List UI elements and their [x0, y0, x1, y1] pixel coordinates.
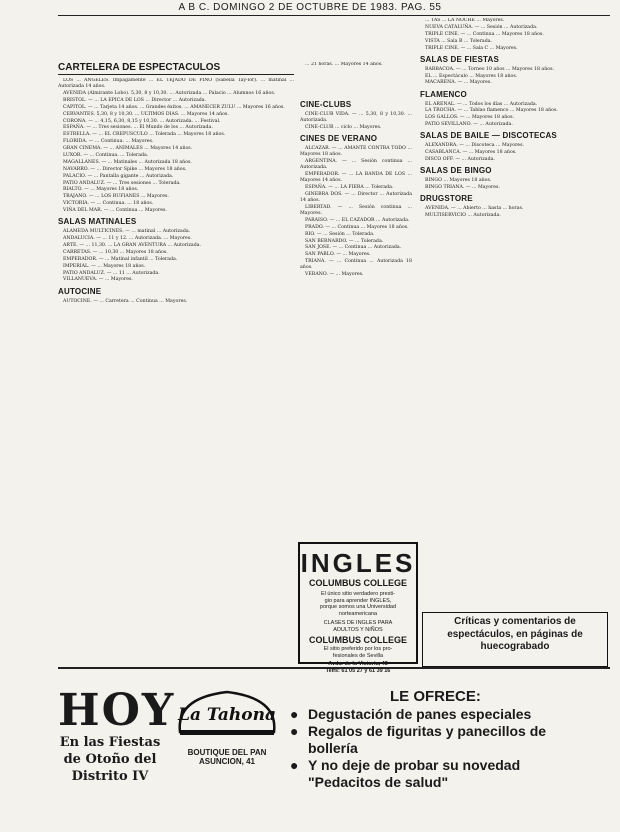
verano-listings	[300, 146, 412, 278]
listing-entry: ... TAS ... LA NOCHE ... Mayores.	[425, 18, 505, 23]
listing-entry: PATIO ANDALUZ. — ... Tres sesiones ... Tolerada.	[63, 180, 181, 186]
ad-college-2: COLUMBUS COLLEGE	[309, 635, 407, 645]
logo-base	[180, 730, 274, 735]
listing-entry: IMPERIAL. — ... Mayores 18 años.	[63, 263, 146, 269]
section-flamenco: FLAMENCO	[420, 89, 467, 99]
flamenco-listings	[420, 102, 610, 129]
listing-entry: VISTA ... Sala B ... Tolerada.	[425, 38, 493, 44]
bullet-1	[290, 706, 610, 723]
listing-entry: TRIPLE CINE. — ... Continua ... Mayores 18 años.	[425, 31, 544, 37]
listing-entry: BINGO ... Mayores 18 años.	[425, 178, 492, 184]
listing-entry: AVENIDA (Almirante Lobo). 5,30, 8 y 10,30. ... Autorizada ... Palacio ... Alumnos 16 años.	[63, 90, 276, 96]
listing-entry: GRAN CINEMA. — ... ANIMALES ... Mayores 14 años.	[63, 146, 193, 152]
listing-entry: PALACIO. — ... Pantalla gigante ... Autorizada.	[63, 173, 174, 179]
listing-entry: RIO. — ... Sesión ... Tolerada.	[305, 231, 375, 237]
listing-entry: ARTE. — ... 11,30. ... LA GRAN AVENTURA ... Autorizada.	[63, 243, 201, 248]
listing-entry: VILLANUEVA. — ... Mayores.	[63, 277, 133, 283]
bullet-icon: ●	[290, 757, 299, 773]
ad-classes-2: ADULTOS Y NIÑOS	[333, 626, 383, 633]
autocine-listings	[58, 299, 294, 305]
listing-entry: TRAJANO. — ... LOS RUFIANES ... Mayores.	[63, 194, 169, 200]
listing-entry: CORONA. — ... 4,15, 6,30, 8,15 y 10,30. ... Autorizada. ... Festival.	[63, 118, 221, 124]
listing-entry: CASABLANCA. — ... Mayores 18 años.	[425, 150, 517, 156]
hoy-sub-2: de Otoño del	[63, 752, 157, 767]
column-1	[58, 78, 294, 650]
page-header: A B C. DOMINGO 2 DE OCTUBRE DE 1983. PAG. 55	[178, 2, 442, 13]
criticas-box	[422, 612, 608, 667]
bullet-icon: ●	[290, 706, 299, 722]
cineclubs-listings	[300, 112, 412, 131]
listing-entry: ALEXANDRA. — ... Discoteca ... Mayores.	[425, 143, 524, 149]
logo-caption	[172, 748, 282, 766]
listing-entry: LUXOR. — ... Continua. ... Tolerada.	[63, 153, 149, 158]
listing-entry: CAPITOL. — ... Tarjeta 14 años. ... Grandes éxitos. ... AMANECER ZULU ... Mayores 16 años.	[63, 104, 285, 110]
bullet-2-text-b: bollería	[308, 740, 358, 756]
listing-entry: VICTORIA. — ... Continua. ... 18 años.	[63, 201, 154, 207]
ad-line-3: porque somos una Universidad	[319, 604, 397, 610]
listing-entry: TRIANA. — ... Continua ... Autorizada 18 años.	[300, 259, 412, 271]
bullet-icon: ●	[290, 723, 299, 739]
ad-line-2: gio para aprender INGLES,	[324, 597, 392, 604]
listing-entry: SAN BERNARDO. — ... Tolerada.	[305, 238, 384, 244]
logo-text: La Tahona	[178, 705, 276, 725]
criticas-line-3: huecograbado	[480, 641, 550, 652]
ad-line-4: norteamericana	[338, 610, 378, 617]
hoy-sub-3: Distrito IV	[71, 769, 149, 784]
ofrece-title: LE OFRECE:	[390, 688, 481, 705]
bullet-2-text-a: Regalos de figuritas y panecillos de	[308, 723, 547, 739]
listing-entry: AUTOCINE. — ... Carretera ... Continua ... Mayores.	[63, 298, 188, 304]
listing-entry: ARGENTINA. — ... Sesión continua ... Autorizada.	[300, 159, 412, 171]
listing-entry: BRISTOL. — ... LA EPICA DE LOS ... Director ... Autorizada.	[63, 97, 207, 103]
hoy-title: HOY	[58, 685, 176, 736]
listing-entry: MAGALLANES. — ... Matinales ... Autorizada 18 años.	[63, 159, 192, 165]
listing-entry: NAVARRO. — ... Director Spike ... Mayores 18 años.	[63, 166, 187, 172]
section-fiestas: SALAS DE FIESTAS	[420, 54, 500, 64]
listing-entry: BINGO TRIANA. — ... Mayores.	[425, 185, 500, 191]
listing-entry: CARRETAS. — ... 10,30 ... Mayores 18 años.	[63, 249, 168, 255]
section-baile: SALAS DE BAILE — DISCOTECAS	[420, 131, 557, 141]
section-autocine: AUTOCINE	[58, 286, 102, 296]
section-cineclubs: CINE-CLUBS	[300, 100, 352, 109]
ad-ingles-title: INGLES	[300, 548, 416, 578]
listing-entry: ALCAZAR. — ... AMANTE CONTRA TODO ... Mayores 18 años.	[300, 146, 412, 158]
bullet-2	[290, 723, 610, 757]
listing-entry: PARAISO. — ... EL CAZADOR ... Autorizada.	[305, 217, 410, 223]
listing-entry: TRIPLE CINE. — ... Sala C ... Mayores.	[425, 45, 518, 51]
listing-entry: EL ARENAL. — ... Todos los días ... Autorizada.	[425, 101, 538, 107]
listing-entry: SAN PABLO. — ... Mayores.	[305, 252, 371, 258]
drugstore-listings	[420, 206, 610, 219]
cineclub-entry: CINE-CLUB VIDA. — ... 5,30, 8 y 10,30. ... Autorizada.	[300, 112, 412, 124]
listing-entry: VIÑA DEL MAR. — ... Continua ... Mayores.	[63, 208, 167, 214]
col3-listings	[420, 18, 610, 52]
section-matinales: SALAS MATINALES	[58, 217, 137, 227]
ad-classes-1: CLASES DE INGLES PARA	[323, 620, 393, 626]
listing-entry: FLORIDA. — ... Continua. ... Mayores.	[63, 139, 154, 145]
listing-entry: LOS GALLOS. — ... Mayores 18 años.	[425, 115, 514, 121]
listing-entry: LOS ... ANGELES. Impagamente ... EL TEJADO DE PINO (Sabella Tay-lor). ... matinal ... Autorizada 14 años.	[58, 78, 294, 90]
listing-entry: ALAMEDA MULTICINES. — ... matinal ... Autorizada.	[63, 229, 191, 235]
listing-entry: ... 21 horas. ... Mayores 14 años.	[305, 62, 383, 67]
ad-ingles	[298, 542, 418, 674]
listing-entry: EMPERADOR. — ... LA BANDA DE LOS ... Mayores 14 años.	[300, 172, 412, 184]
listing-entry: PRADO. — ... Continua ... Mayores 18 años.	[305, 224, 409, 230]
hoy-block	[58, 685, 176, 785]
column-2-main	[300, 100, 412, 530]
bullet-3-text-a: Y no deje de probar su novedad	[308, 757, 521, 773]
ofrece-block	[290, 688, 610, 791]
criticas-line-2: espectáculos, en páginas de	[447, 628, 583, 640]
listing-entry: EMPERADOR. — ... Matinal infantil ... Tolerada.	[63, 256, 178, 262]
listing-entry: CERVANTES. 5,30, 8 y 10,30. ... ULTIMOS DIAS. ... Mayores 14 años.	[63, 111, 229, 117]
listing-entry: MACARENA. — ... Mayores.	[425, 80, 492, 86]
ad-phones: Telfs: 61 05 27 y 61 39 16	[325, 667, 391, 674]
listing-entry: ESTRELLA. — ... EL CREPUSCULO ... Tolerada ... Mayores 18 años.	[63, 132, 226, 138]
listing-entry: SAN JOSE. — ... Continua ... Autorizada.	[305, 245, 402, 251]
listing-entry: PATIO ANDALUZ. — ... 11 ... Autorizada.	[63, 270, 160, 276]
col1-listings	[58, 78, 294, 214]
listing-entry: BARBACOA. — ... Torneo 10 años ... Mayores 18 años.	[425, 66, 554, 72]
listing-entry: DISCO OFF. — ... Autorizada.	[425, 157, 495, 163]
hoy-sub-1: En las Fiestas	[59, 735, 161, 750]
listing-entry: LIBERTAD. — ... Sesión continua ... Mayores.	[300, 204, 412, 216]
ad-address: Avda. de la Victoria, 43	[328, 661, 388, 667]
listing-entry: PATIO SEVILLANO. — ... Autorizada.	[425, 122, 513, 128]
matinales-listings	[58, 229, 294, 283]
ad-college-1: COLUMBUS COLLEGE	[309, 578, 407, 588]
column-3	[420, 18, 610, 608]
listing-entry: NUEVA CATALUÑA. — ... Sesión ... Autorizada.	[425, 24, 538, 30]
listing-entry: ESPAÑA. — ... Tres sesiones. ... El Mundo de los ... Autorizada.	[63, 125, 213, 131]
fiestas-listings	[420, 67, 610, 87]
listing-entry: AVENIDA. — ... Abierto ... hasta ... horas.	[425, 206, 524, 212]
bullet-3-text-b: "Pedacitos de salud"	[308, 774, 449, 790]
bingo-listings	[420, 178, 610, 191]
listing-entry: GINEBRA DOS. — ... Director ... Autorizada 14 años.	[300, 191, 412, 204]
listing-entry: LA TROCHA. — ... Tablao flamenco ... Mayores 18 años.	[425, 108, 558, 114]
ad-line-1: El único sitio verdadero presti-	[321, 591, 395, 597]
asuncion-label: ASUNCION, 41	[198, 757, 255, 766]
cineclub-entry: CINE-CLUB ... ciclo ... Mayores.	[305, 124, 382, 130]
boutique-label: BOUTIQUE DEL PAN	[187, 748, 267, 757]
listing-entry: EL ... Espectáculo ... Mayores 18 años.	[425, 73, 518, 79]
cartelera-title: CARTELERA DE ESPECTACULOS	[58, 62, 294, 75]
listing-entry: RIALTO. — ... Mayores 18 años.	[63, 187, 139, 193]
baile-listings	[420, 143, 610, 163]
section-verano: CINES DE VERANO	[300, 134, 378, 144]
criticas-line-1: Críticas y comentarios de	[454, 616, 576, 627]
section-drugstore: DRUGSTORE	[420, 194, 473, 204]
bullet-3	[290, 757, 610, 791]
listing-entry: ESPAÑA. — ... LA FIERA ... Tolerada.	[305, 185, 394, 191]
listing-entry: MULTISERVICIO ... Autorizada.	[425, 213, 501, 219]
ad-line-6: fesionales de Sevilla	[332, 652, 384, 659]
la-tahona-logo	[172, 686, 282, 744]
section-bingo: SALAS DE BINGO	[420, 166, 492, 176]
listing-entry: ANDALUCIA. — ... 11 y 12. ... Autorizada. ... Mayores.	[63, 236, 192, 242]
listing-entry: VERANO. — ... Mayores.	[305, 272, 364, 278]
header-rule	[58, 15, 610, 16]
ad-line-5: El sitio preferido por los pro-	[323, 646, 393, 652]
bullet-1-text: Degustación de panes especiales	[308, 706, 532, 722]
